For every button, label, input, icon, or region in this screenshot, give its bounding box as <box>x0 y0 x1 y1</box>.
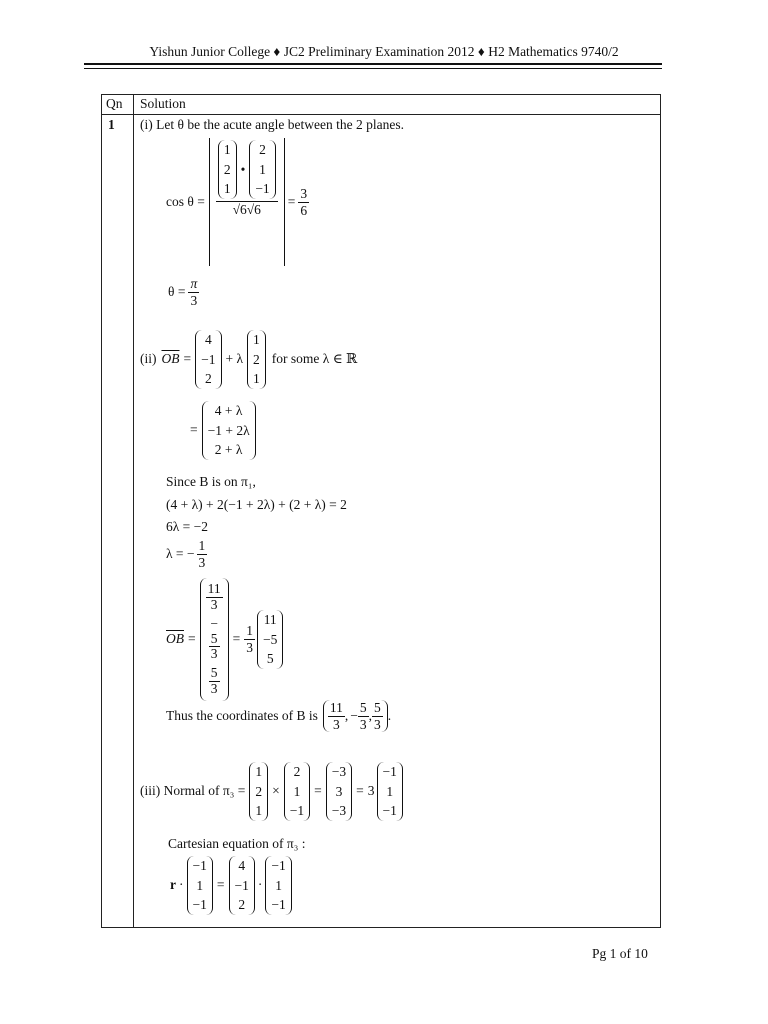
part-i-intro: (i) Let θ be the acute angle between the 2 planes. <box>140 117 404 132</box>
direction-vector: 1 2 1 <box>247 330 266 389</box>
equals-sign: = <box>287 194 296 209</box>
dot-symbol: · <box>257 877 263 893</box>
coordinates-text: Thus the coordinates of B is <box>166 708 318 724</box>
equals-sign: = <box>190 422 198 438</box>
ob-integer-vector: 11 −5 5 <box>257 610 283 669</box>
lambda-value <box>166 538 207 570</box>
ob-symbol: $\overline{OB}$ <box>166 631 184 647</box>
normal-unit-vector: −1 1 −1 <box>377 762 403 821</box>
for-some-lambda: for some λ ∈ ℝ <box>271 351 358 367</box>
cos-theta-formula <box>166 137 309 267</box>
simplified-equation: 6λ = −2 <box>166 519 209 534</box>
lambda-lhs: λ = − <box>166 546 195 562</box>
page-header: Yishun Junior College ♦ JC2 Preliminary Examination 2012 ♦ H2 Mathematics 9740/2 <box>149 44 619 59</box>
normal-of-pi3 <box>140 762 403 821</box>
part-iii-label: (iii) Normal of π₃ = <box>140 783 246 799</box>
normal-vector-2: 2 1 −1 <box>249 140 275 199</box>
equals-sign: = <box>188 631 196 647</box>
column-header-solution: Solution <box>140 96 186 111</box>
plane-normal-rhs: −1 1 −1 <box>265 856 291 915</box>
cross-vector-2: 2 1 −1 <box>284 762 310 821</box>
part-ii-label: (ii) <box>140 351 157 367</box>
r-vector-symbol: r <box>170 877 176 893</box>
period: . <box>387 708 392 724</box>
ob-combined <box>190 401 256 460</box>
table-header-divider <box>101 114 661 115</box>
ob-result <box>166 578 283 701</box>
equals-sign: = <box>232 631 241 647</box>
page-number: Pg 1 of 10 <box>592 946 648 961</box>
coordinates-tuple: $\frac{11}{3}$ , − $\frac{5}{3}$ , $\frac{5}{3}$ <box>323 700 388 732</box>
cos-denominator: √6√6 <box>232 201 261 217</box>
one-third: $\frac{1}{3}$ <box>198 538 206 570</box>
column-header-qn: Qn <box>106 96 123 111</box>
cos-theta-lhs: cos θ = <box>166 194 205 209</box>
question-number: 1 <box>108 117 115 132</box>
equals-sign: = <box>183 351 192 367</box>
cross-product-symbol: × <box>272 783 280 799</box>
substitution-equation: (4 + λ) + 2(−1 + 2λ) + (2 + λ) = 2 <box>166 497 347 512</box>
cos-fraction <box>216 140 278 217</box>
dot-product-symbol: • <box>240 161 246 177</box>
ob-fraction-vector: $\frac{11}{3}$ − 5 3 $\frac{5}{3}$ <box>200 578 229 701</box>
plus-lambda: + λ <box>225 351 244 367</box>
since-b-on-plane: Since B is on π₁, <box>166 474 256 489</box>
scalar-one-third: $\frac{1}{3}$ <box>246 623 253 655</box>
normal-vector-1: 1 2 1 <box>218 140 237 199</box>
cross-result: −3 3 −3 <box>326 762 352 821</box>
header-rule-thick <box>84 63 662 65</box>
ob-line-equation <box>140 330 357 389</box>
scalar-three: 3 <box>367 783 375 799</box>
theta-lhs: θ = <box>168 284 186 300</box>
cross-vector-1: 1 2 1 <box>249 762 268 821</box>
pi-over-3: $\frac{\pi}{3}$ <box>190 276 198 308</box>
theta-result <box>168 276 199 308</box>
dot-symbol: · <box>179 877 184 893</box>
coordinates-of-b <box>166 700 391 732</box>
cos-value: $\frac{3}{6}$ <box>300 185 308 218</box>
table-column-divider <box>133 94 134 928</box>
header-rule-thin <box>84 68 662 69</box>
point-vector: 4 −1 2 <box>229 856 255 915</box>
combined-vector: 4 + λ −1 + 2λ 2 + λ <box>202 401 256 460</box>
equals-sign: = <box>216 877 225 893</box>
ob-symbol: $\overline{OB}$ <box>161 351 180 367</box>
plane-normal-lhs: −1 1 −1 <box>187 856 213 915</box>
position-vector-a: 4 −1 2 <box>195 330 221 389</box>
cartesian-equation <box>170 856 292 915</box>
equals-sign: = <box>314 783 322 799</box>
equals-sign: = <box>356 783 364 799</box>
cartesian-heading: Cartesian equation of π₃ : <box>168 836 306 851</box>
